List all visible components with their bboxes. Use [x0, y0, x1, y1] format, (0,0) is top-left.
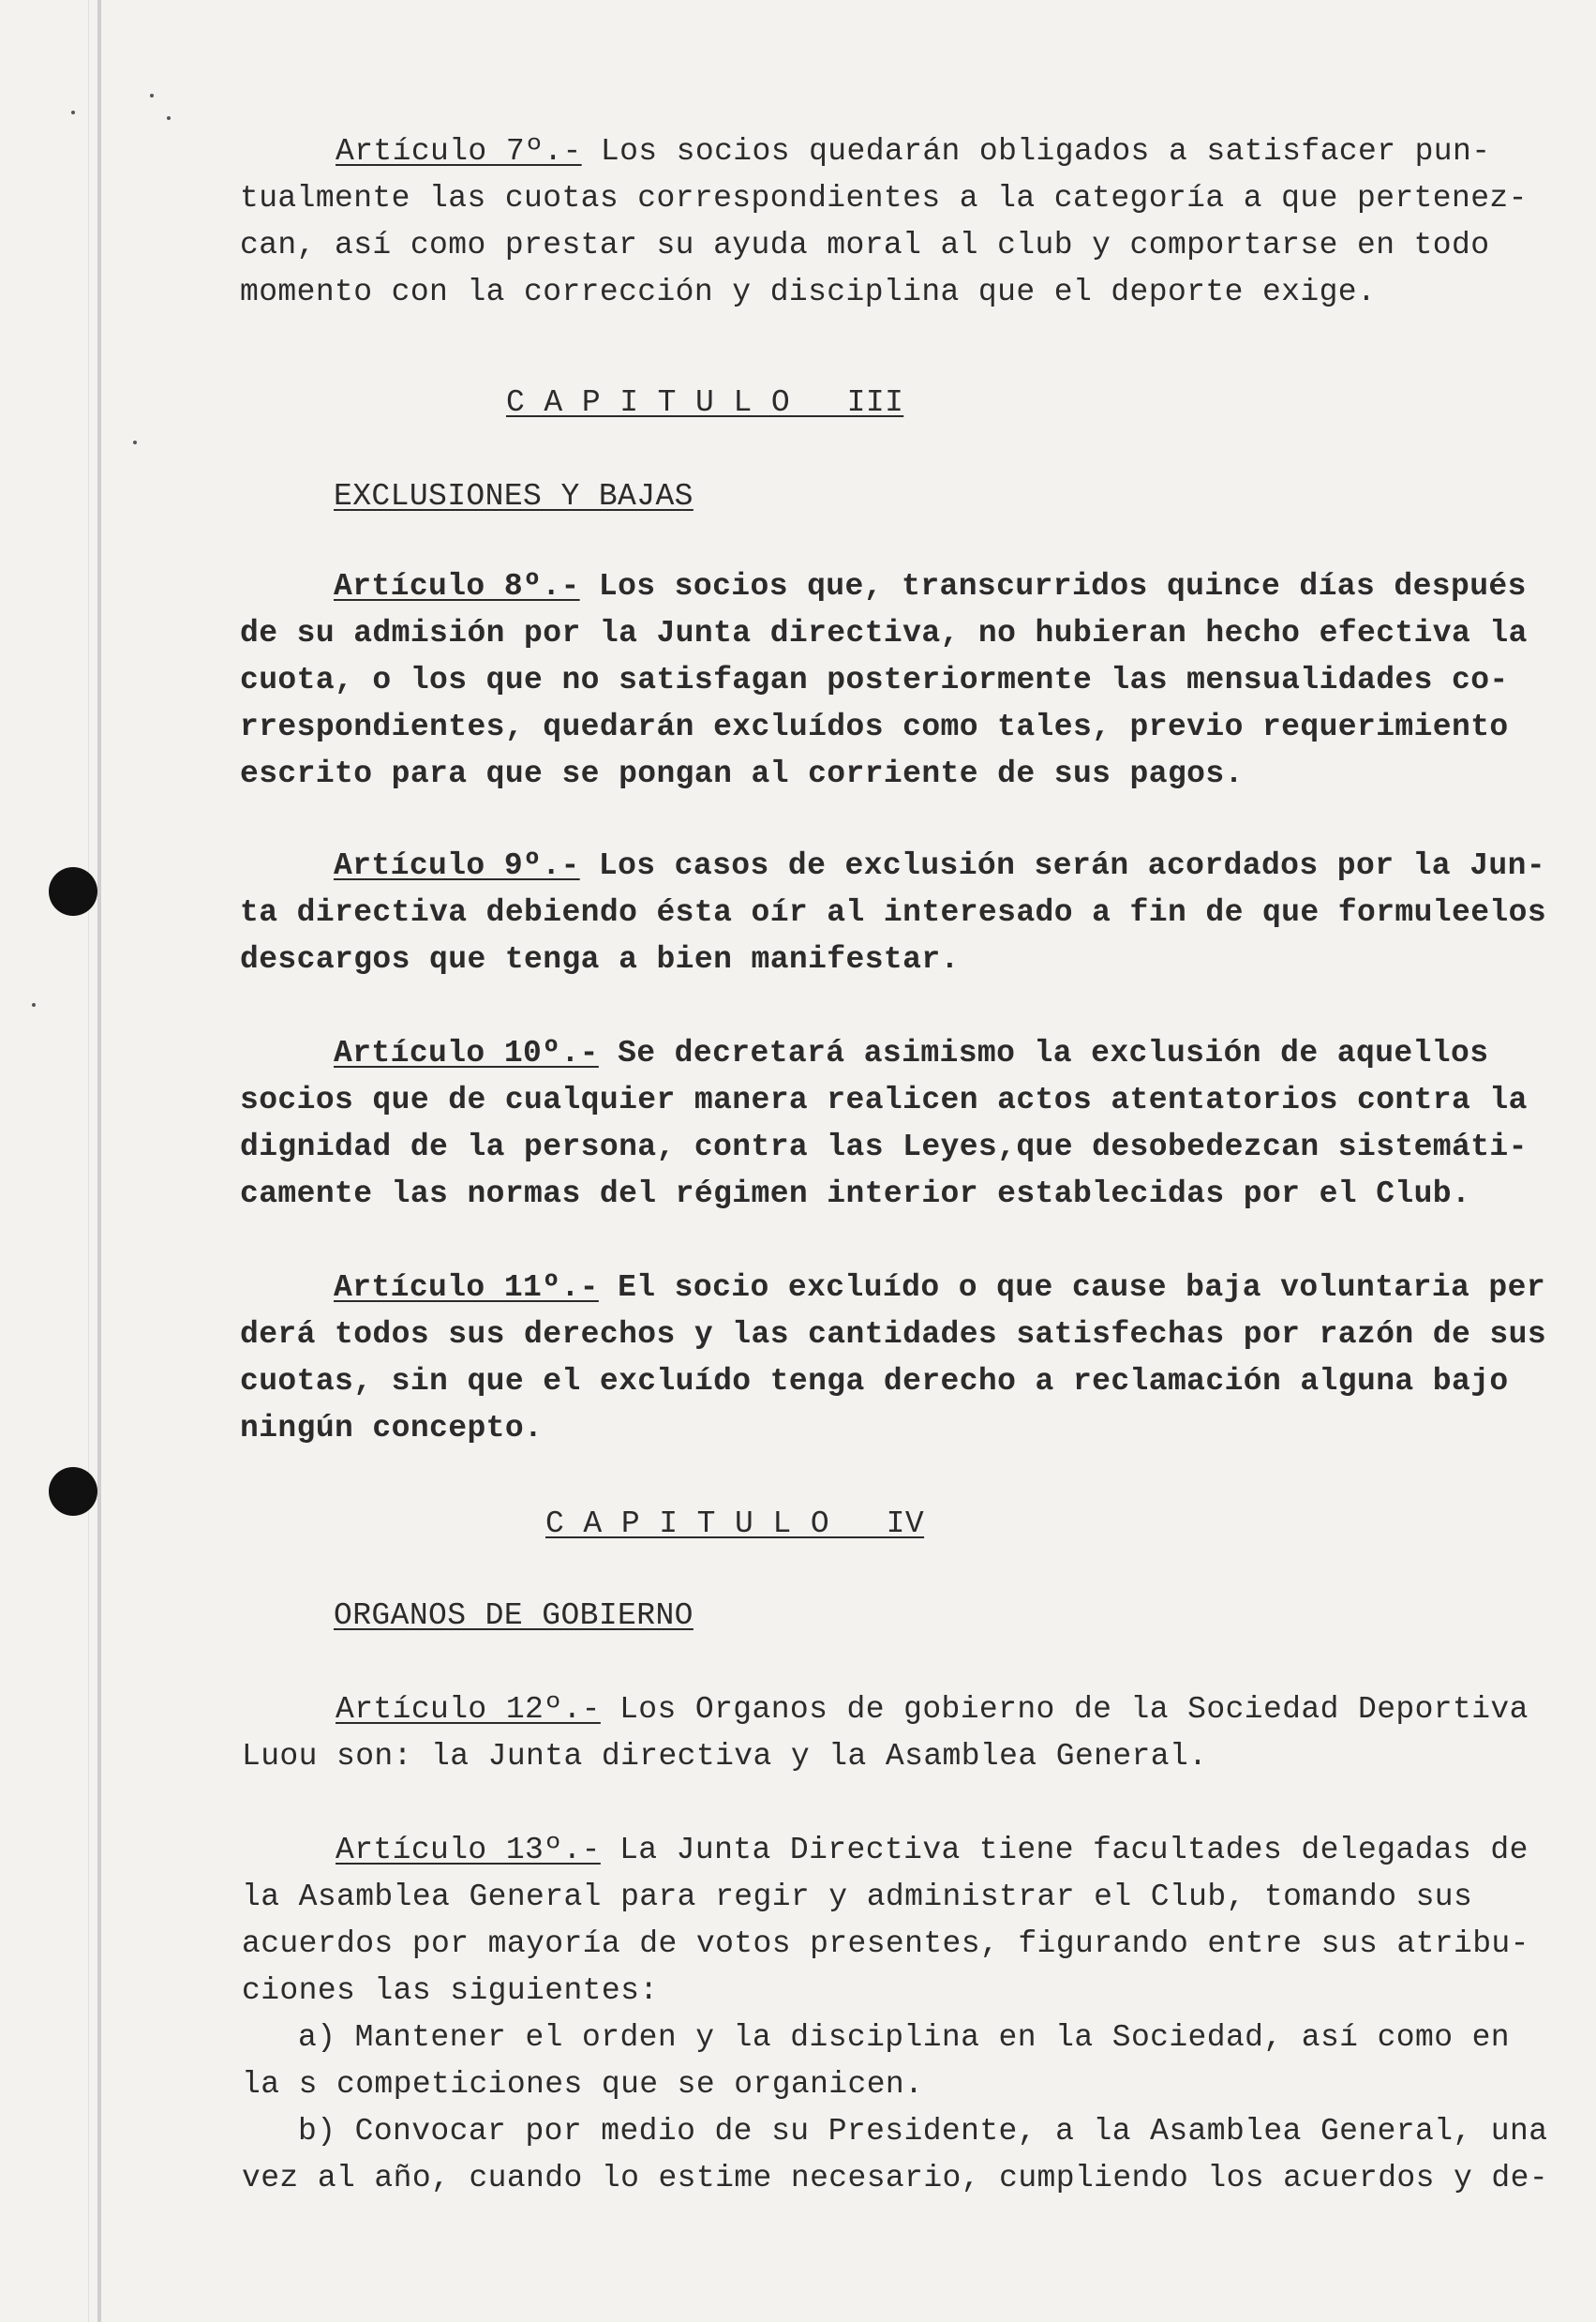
article-8-line: rrespondientes, quedarán excluídos como tales, previo requerimiento	[240, 710, 1509, 744]
article-10-label: Artículo 10º.-	[334, 1036, 599, 1071]
article-7-text: Los socios quedarán obligados a satisfacer pun-	[581, 134, 1491, 169]
article-13-item-b: b) Convocar por medio de su Presidente, a la Asamblea General, una	[298, 2114, 1548, 2149]
article-13-item-a-cont: la s competiciones que se organicen.	[242, 2067, 924, 2102]
article-11-text: El socio excluído o que cause baja voluntaria per	[598, 1270, 1546, 1305]
article-13-line: acuerdos por mayoría de votos presentes, figurando entre sus atribu-	[242, 1926, 1529, 1961]
chapter-3-subtitle: EXCLUSIONES Y BAJAS	[334, 479, 694, 514]
article-8-line: cuota, o los que no satisfagan posteriormente las mensualidades co-	[240, 663, 1509, 697]
article-13-item-a: a) Mantener el orden y la disciplina en la Sociedad, así como en	[298, 2020, 1511, 2055]
article-8-first-line	[334, 568, 1527, 606]
punch-hole-top	[49, 867, 97, 916]
speck	[133, 441, 137, 444]
article-12-first-line	[336, 1691, 1529, 1729]
speck	[32, 1003, 36, 1007]
article-13-line: ciones las siguientes:	[242, 1973, 659, 2008]
article-13-item-b-cont: vez al año, cuando lo estime necesario, cumpliendo los acuerdos y de-	[242, 2161, 1549, 2195]
punch-hole-bottom	[49, 1467, 97, 1516]
article-12-line: Luou son: la Junta directiva y la Asamblea General.	[242, 1739, 1208, 1774]
article-7-label: Artículo 7º.-	[336, 134, 582, 169]
article-8-label: Artículo 8º.-	[334, 569, 580, 604]
article-13-label: Artículo 13º.-	[336, 1833, 601, 1867]
article-8-line: de su admisión por la Junta directiva, no hubieran hecho efectiva la	[240, 616, 1528, 651]
article-9-first-line	[334, 847, 1545, 885]
chapter-3-title: C A P I T U L O III	[506, 385, 904, 420]
page-fold-line	[88, 0, 89, 2322]
chapter-4-subtitle: ORGANOS DE GOBIERNO	[334, 1598, 694, 1633]
article-8-text: Los socios que, transcurridos quince días después	[579, 569, 1527, 604]
article-7-first-line	[336, 133, 1490, 171]
article-13-text: La Junta Directiva tiene facultades delegadas de	[600, 1833, 1529, 1867]
article-7-line: tualmente las cuotas correspondientes a la categoría a que pertenez-	[240, 181, 1528, 216]
article-9-text: Los casos de exclusión serán acordados por la Jun-	[579, 848, 1546, 883]
article-10-line: socios que de cualquier manera realicen actos atentatorios contra la	[240, 1083, 1528, 1117]
article-9-label: Artículo 9º.-	[334, 848, 580, 883]
article-11-line: derá todos sus derechos y las cantidades satisfechas por razón de sus	[240, 1317, 1547, 1352]
speck	[150, 94, 154, 97]
article-10-line: dignidad de la persona, contra las Leyes,que desobedezcan sistemáti-	[240, 1130, 1528, 1164]
speck	[71, 111, 75, 114]
article-11-line: ningún concepto.	[240, 1411, 544, 1446]
article-11-line: cuotas, sin que el excluído tenga derecho a reclamación alguna bajo	[240, 1364, 1509, 1399]
article-7-line: can, así como prestar su ayuda moral al club y comportarse en todo	[240, 228, 1490, 262]
article-10-text: Se decretará asimismo la exclusión de aquellos	[598, 1036, 1489, 1071]
article-13-first-line	[336, 1832, 1529, 1869]
article-11-first-line	[334, 1269, 1545, 1307]
chapter-4-title: C A P I T U L O IV	[545, 1506, 925, 1541]
article-9-line: descargos que tenga a bien manifestar.	[240, 942, 960, 977]
article-8-line: escrito para que se pongan al corriente de sus pagos.	[240, 757, 1244, 791]
article-11-label: Artículo 11º.-	[334, 1270, 599, 1305]
article-10-line: camente las normas del régimen interior establecidas por el Club.	[240, 1176, 1471, 1211]
article-7-line: momento con la corrección y disciplina que el deporte exige.	[240, 275, 1377, 309]
speck	[167, 116, 171, 120]
article-13-line: la Asamblea General para regir y administrar el Club, tomando sus	[242, 1880, 1473, 1914]
article-12-text: Los Organos de gobierno de la Sociedad Deportiva	[600, 1692, 1529, 1727]
article-12-label: Artículo 12º.-	[336, 1692, 601, 1727]
article-10-first-line	[334, 1035, 1488, 1072]
binding-margin-line	[97, 0, 101, 2322]
article-9-line: ta directiva debiendo ésta oír al interesado a fin de que formuleelos	[240, 895, 1547, 930]
